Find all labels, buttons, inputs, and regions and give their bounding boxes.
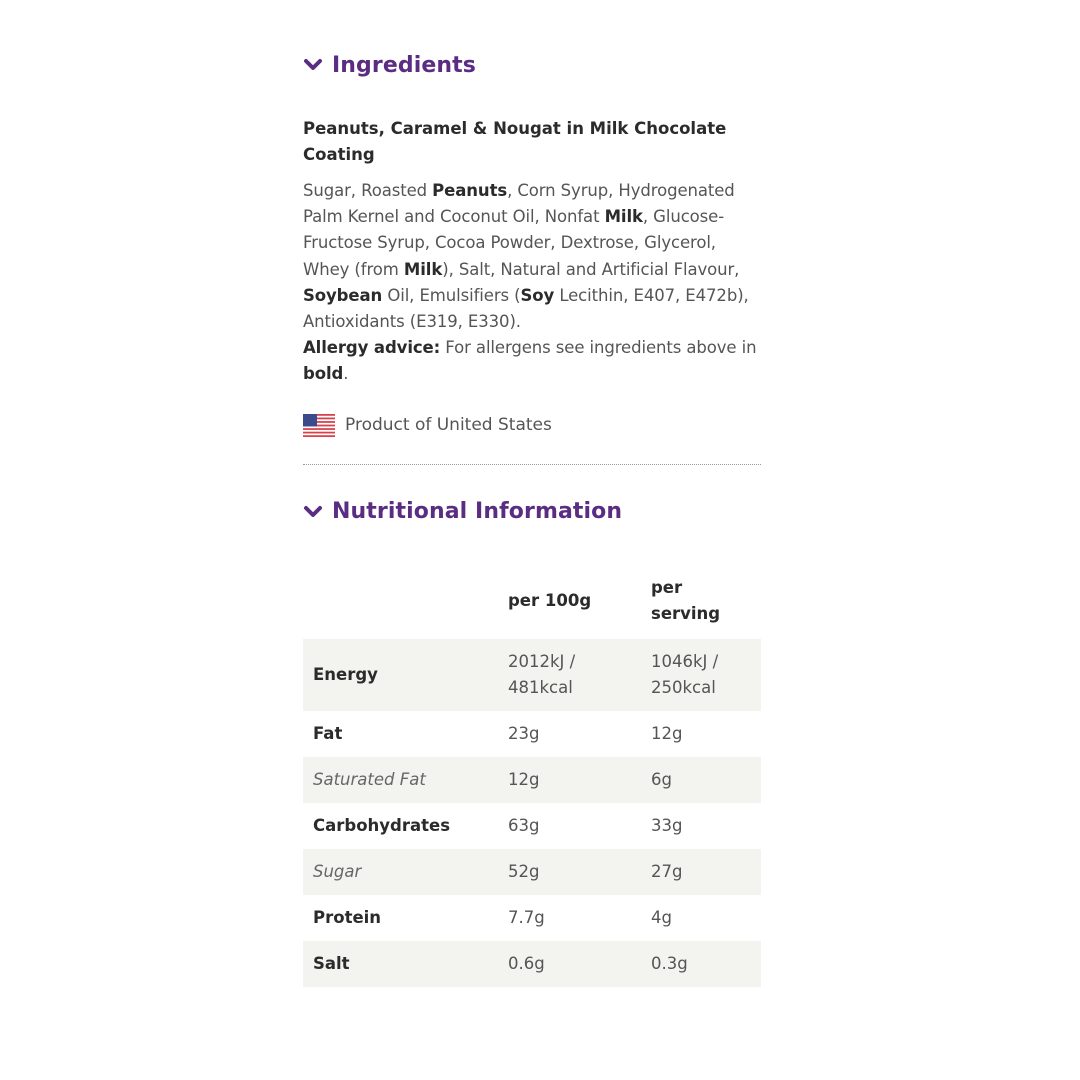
nutrient-label: Protein bbox=[313, 907, 382, 927]
ingredient-text: ), Salt, Natural and Artificial Flavour, bbox=[442, 259, 740, 279]
allergen-term: Peanuts bbox=[432, 181, 508, 200]
nutrient-label: Fat bbox=[313, 723, 343, 743]
per-serving-value: 6g bbox=[651, 769, 672, 789]
per100g-value: 12g bbox=[508, 769, 540, 789]
per100g-value: 63g bbox=[508, 815, 540, 835]
ingredient-text: Sugar, Roasted bbox=[303, 181, 433, 200]
product-title: Peanuts, Caramel & Nougat in Milk Chocolate Coating bbox=[303, 119, 727, 164]
per-serving-value-line2: 250kcal bbox=[651, 677, 716, 697]
per-serving-value-line1: 1046kJ / bbox=[651, 651, 719, 671]
section-divider bbox=[303, 464, 761, 465]
table-row bbox=[303, 895, 761, 941]
per100g-value: 0.6g bbox=[508, 953, 545, 973]
ingredients-text bbox=[303, 178, 761, 388]
per-serving-line1: per bbox=[651, 577, 683, 597]
ingredients-toggle[interactable] bbox=[303, 50, 761, 80]
per-serving-value: 4g bbox=[651, 907, 672, 927]
table-row bbox=[303, 941, 761, 987]
per100g-value: 52g bbox=[508, 861, 540, 881]
allergy-label: Allergy advice: bbox=[303, 338, 441, 358]
per-serving-value bbox=[651, 639, 761, 711]
ingredient-text: Oil, Emulsifiers ( bbox=[382, 285, 521, 305]
allergen-term: Soybean bbox=[303, 285, 383, 305]
per100g-value-line2: 481kcal bbox=[508, 677, 573, 697]
ingredient-text: Lecithin, E407, E472b), Antioxidants (E319, E330). bbox=[303, 285, 749, 332]
allergen-term: Milk bbox=[604, 207, 643, 227]
per100g-column-header: per 100g bbox=[508, 590, 592, 610]
table-row bbox=[303, 757, 761, 803]
per100g-value-line1: 2012kJ / bbox=[508, 651, 576, 671]
nutrient-label: Sugar bbox=[313, 861, 362, 881]
per-serving-value: 33g bbox=[651, 815, 683, 835]
product-info-panel bbox=[303, 0, 761, 987]
nutrition-table-header bbox=[303, 563, 761, 639]
per-serving-line2: serving bbox=[651, 603, 721, 623]
nutrition-table bbox=[303, 563, 761, 987]
nutrition-toggle[interactable] bbox=[303, 497, 761, 527]
nutrient-label: Salt bbox=[313, 953, 350, 973]
chevron-down-icon bbox=[303, 504, 323, 520]
per-serving-value: 0.3g bbox=[651, 953, 688, 973]
allergy-end: . bbox=[343, 364, 349, 384]
ingredients-list bbox=[303, 181, 749, 331]
allergen-term: Soy bbox=[520, 285, 555, 305]
table-row bbox=[303, 711, 761, 757]
us-flag-icon bbox=[303, 414, 335, 437]
table-row bbox=[303, 849, 761, 895]
nutrition-header-label: Nutritional Information bbox=[332, 499, 623, 525]
allergy-bold: bold bbox=[303, 364, 344, 384]
per100g-value bbox=[508, 639, 651, 711]
per-serving-value: 12g bbox=[651, 723, 683, 743]
ingredient-text: , Glucose-Fructose Syrup, Cocoa Powder, Dextrose, Glycerol, Whey (from bbox=[303, 207, 725, 279]
nutrient-column-header bbox=[303, 563, 508, 639]
ingredients-header-label: Ingredients bbox=[332, 52, 476, 78]
table-row bbox=[303, 639, 761, 711]
per-serving-value: 27g bbox=[651, 861, 683, 881]
country-of-origin bbox=[303, 414, 761, 437]
per-serving-column-header bbox=[651, 563, 761, 639]
per100g-value: 7.7g bbox=[508, 907, 545, 927]
allergy-text: For allergens see ingredients above in bbox=[440, 338, 757, 358]
allergen-term: Milk bbox=[403, 259, 443, 279]
chevron-down-icon bbox=[303, 57, 323, 73]
nutrient-label: Saturated Fat bbox=[313, 769, 426, 789]
table-row bbox=[303, 803, 761, 849]
nutrient-label: Carbohydrates bbox=[313, 815, 451, 835]
ingredient-text: , Corn Syrup, Hydrogenated Palm Kernel and Coconut Oil, Nonfat bbox=[303, 181, 735, 227]
origin-label: Product of United States bbox=[345, 415, 552, 436]
nutrient-label: Energy bbox=[313, 664, 378, 684]
per100g-value: 23g bbox=[508, 723, 540, 743]
